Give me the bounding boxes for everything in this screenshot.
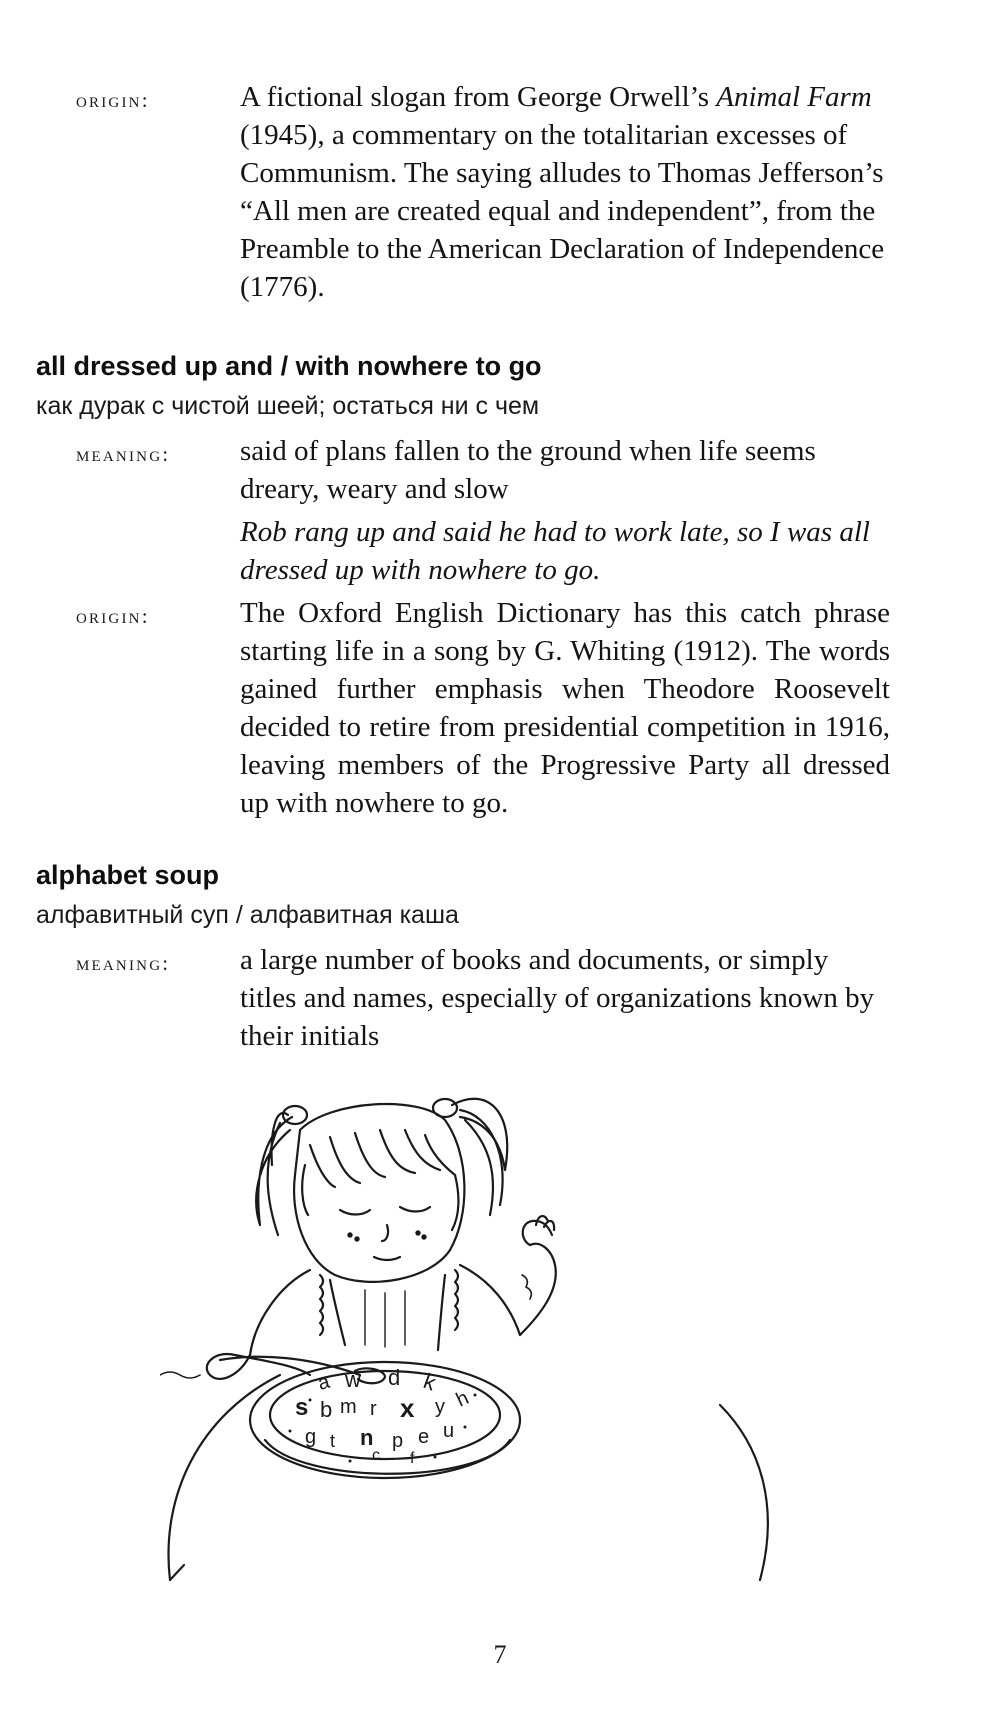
meaning-text: said of plans fallen to the ground when life seems dreary, weary and slow	[240, 435, 816, 505]
nose	[382, 1225, 388, 1241]
origin-text	[240, 78, 890, 306]
soup-letter: a	[315, 1370, 333, 1395]
soup-letter: e	[418, 1426, 430, 1448]
russian-translation: алфавитный суп / алфавитная каша	[36, 901, 459, 929]
soup-letter: c	[372, 1447, 380, 1464]
origin-text-part-2: (1945), a commentary on the totalitarian excesses of Communism. The saying alludes to Thomas Jefferson’s “All men are created equal and independent”, from the Preamble to the American Declaration of Independence (1776).	[240, 119, 885, 303]
origin-label: origin:	[76, 88, 150, 112]
origin-label: origin:	[76, 604, 150, 628]
example-sentence: Rob rang up and said he had to work late, so I was all dressed up with nowhere to go.	[240, 516, 870, 586]
soup-letter: t	[330, 1431, 336, 1451]
meaning-label: meaning:	[76, 442, 171, 466]
soup-letter: g	[305, 1426, 317, 1448]
origin-text: The Oxford English Dictionary has this catch phrase starting life in a song by G. Whiting (1912). The words gained further emphasis when Theodore Roosevelt decided to retire from presidential competition in 1916, leaving members of the Progressive Party all dressed up with nowhere to go.	[240, 597, 890, 819]
soup-letter: h	[452, 1386, 473, 1412]
headword: alphabet soup	[36, 860, 220, 890]
soup-letter: r	[370, 1398, 377, 1420]
headword: all dressed up and / with nowhere to go	[36, 351, 542, 381]
girl-eating-alphabet-soup-illustration	[160, 1075, 840, 1595]
mouth	[374, 1257, 400, 1260]
table-line	[170, 1565, 184, 1580]
book-title-animal-farm: Animal Farm	[716, 81, 872, 113]
meaning-text: a large number of books and documents, or simply titles and names, especially of organizations known by their initials	[240, 944, 875, 1052]
page-number: 7	[493, 1640, 507, 1669]
origin-text-part-1: A fictional slogan from George Orwell’s	[240, 81, 717, 113]
pigtail-left	[256, 1117, 292, 1225]
hand-right	[523, 1221, 552, 1245]
table-edge	[168, 1375, 280, 1580]
soup-letter: w	[345, 1367, 361, 1392]
arm-right	[520, 1244, 556, 1335]
eye-right-closed	[400, 1207, 430, 1212]
soup-letter: k	[420, 1368, 440, 1396]
soup-letter: p	[392, 1430, 404, 1452]
meaning-label: meaning:	[76, 951, 171, 975]
table-edge-right	[720, 1405, 768, 1580]
soup-letter: s	[295, 1394, 309, 1421]
soup-letter: x	[400, 1393, 415, 1423]
soup-letter: d	[388, 1365, 401, 1390]
russian-translation: как дурак с чистой шеей; остаться ни с чем	[36, 392, 540, 420]
soup-letter: f	[410, 1450, 415, 1467]
bangs	[310, 1130, 455, 1187]
soup-letter: n	[360, 1425, 374, 1450]
soup-letter: b	[320, 1397, 333, 1422]
soup-letter: u	[443, 1420, 455, 1442]
eye-left-closed	[340, 1210, 370, 1215]
soup-letter: m	[340, 1396, 357, 1418]
soup-letter: y	[435, 1396, 445, 1418]
